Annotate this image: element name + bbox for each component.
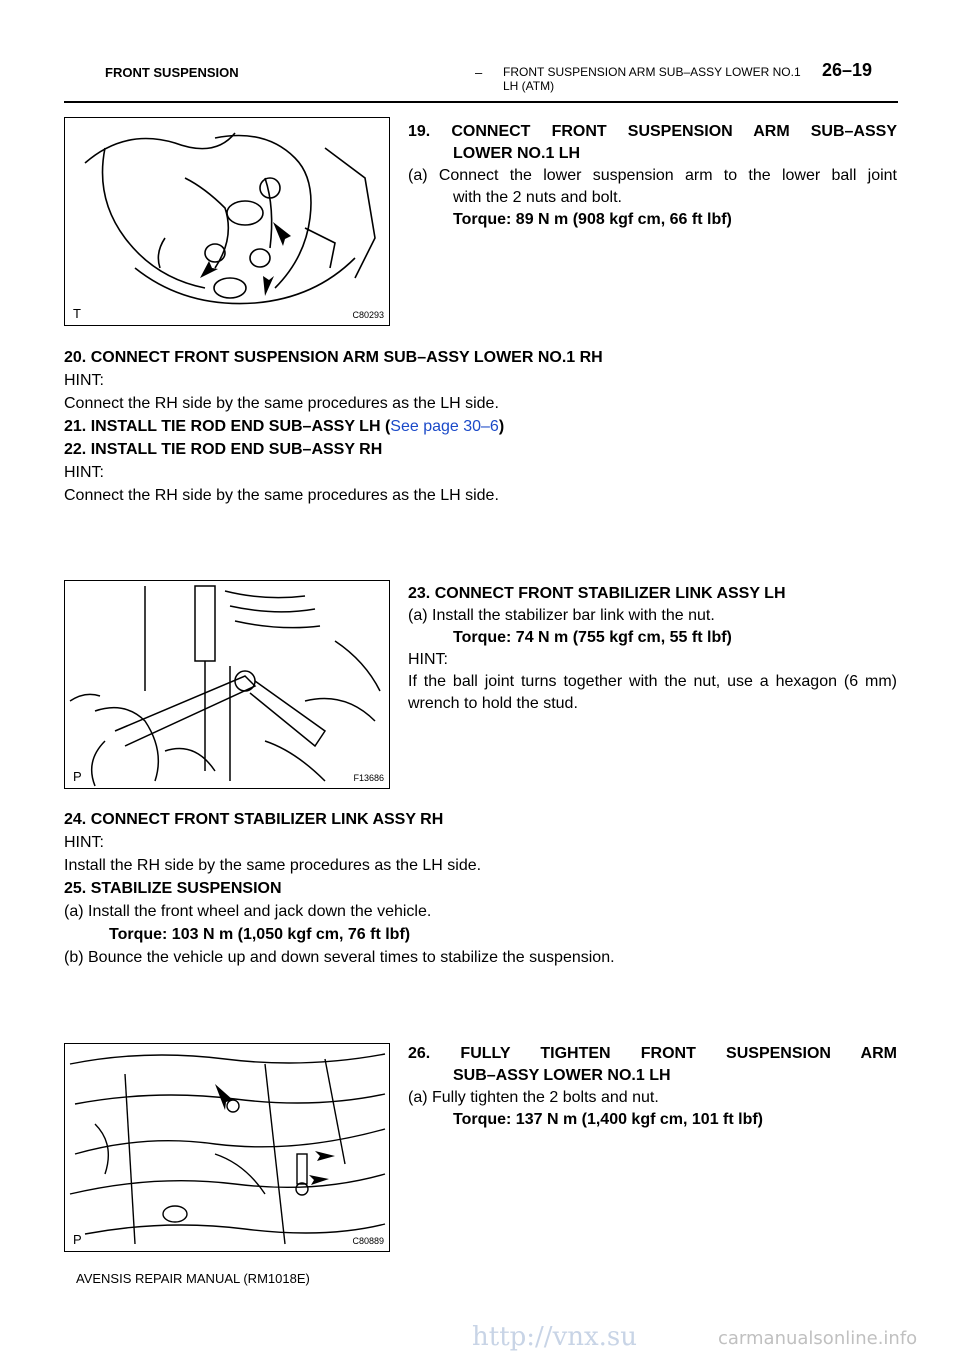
step-19-title-cont: LOWER NO.1 LH: [453, 145, 581, 162]
figure-lower-ball-joint: [64, 117, 390, 326]
step-25a: (a) Install the front wheel and jack down the vehicle.: [64, 903, 432, 920]
watermark-site: carmanualsonline.info: [718, 1328, 918, 1349]
step-20-title: 20. CONNECT FRONT SUSPENSION ARM SUB–ASSY LOWER NO.1 RH: [64, 349, 603, 366]
step-23-hint: HINT:: [408, 651, 448, 668]
step-21-close: ): [498, 418, 505, 435]
step-24-hint: HINT:: [64, 834, 104, 851]
figure-code: C80889: [352, 1236, 384, 1246]
step-22-hint: HINT:: [64, 464, 104, 481]
page-number: 26–19: [822, 60, 873, 80]
section-title: FRONT SUSPENSION: [105, 65, 239, 80]
step-23-title: 23. CONNECT FRONT STABILIZER LINK ASSY LH: [408, 585, 786, 602]
subtitle-line-1: FRONT SUSPENSION ARM SUB–ASSY LOWER NO.1: [503, 65, 801, 79]
step-26a: (a) Fully tighten the 2 bolts and nut.: [408, 1089, 659, 1106]
step-26-title-cont: SUB–ASSY LOWER NO.1 LH: [453, 1067, 671, 1084]
illustration-arm-bolts: [65, 1044, 390, 1252]
illustration-stabilizer-link: [65, 581, 390, 789]
watermark-url: http://vnx.su: [472, 1322, 638, 1352]
step-23a: (a) Install the stabilizer bar link with the nut.: [408, 607, 715, 624]
section-subtitle: [503, 65, 801, 93]
step-19-torque: Torque: 89 N m (908 kgf cm, 66 ft lbf): [453, 211, 732, 228]
header-rule: [64, 101, 898, 103]
figure-view-letter: P: [73, 1232, 82, 1247]
step-23-torque: Torque: 74 N m (755 kgf cm, 55 ft lbf): [453, 629, 732, 646]
step-19a-cont: with the 2 nuts and bolt.: [453, 189, 622, 206]
step-20-text: Connect the RH side by the same procedures as the LH side.: [64, 395, 499, 412]
header-dash: –: [475, 65, 483, 80]
illustration-ball-joint: [65, 118, 390, 326]
step-19-title: 19. CONNECT FRONT SUSPENSION ARM SUB–ASSY: [408, 123, 897, 140]
step-19a: (a) Connect the lower suspension arm to the lower ball joint: [408, 167, 897, 184]
step-24-text: Install the RH side by the same procedures as the LH side.: [64, 857, 482, 874]
step-21-title: 21. INSTALL TIE ROD END SUB–ASSY LH (: [64, 418, 391, 435]
footer-manual-id: AVENSIS REPAIR MANUAL (RM1018E): [76, 1271, 310, 1286]
step-23-hint-text-cont: wrench to hold the stud.: [408, 695, 578, 712]
subtitle-line-2: LH (ATM): [503, 79, 555, 93]
figure-code: F13686: [353, 773, 384, 783]
step-23-hint-text: If the ball joint turns together with the nut, use a hexagon (6 mm): [408, 673, 897, 690]
figure-code: C80293: [352, 310, 384, 320]
see-page-link[interactable]: See page 30–6: [390, 418, 499, 435]
figure-view-letter: T: [73, 306, 81, 321]
step-22-text: Connect the RH side by the same procedures as the LH side.: [64, 487, 499, 504]
figure-view-letter: P: [73, 769, 82, 784]
step-26-torque: Torque: 137 N m (1,400 kgf cm, 101 ft lbf): [453, 1111, 764, 1128]
step-20-hint: HINT:: [64, 372, 104, 389]
figure-stabilizer-link: [64, 580, 390, 789]
step-22-title: 22. INSTALL TIE ROD END SUB–ASSY RH: [64, 441, 383, 458]
figure-arm-bolts: [64, 1043, 390, 1252]
step-25-torque: Torque: 103 N m (1,050 kgf cm, 76 ft lbf): [109, 926, 411, 943]
step-25b: (b) Bounce the vehicle up and down several times to stabilize the suspension.: [64, 949, 615, 966]
step-26-title: 26. FULLY TIGHTEN FRONT SUSPENSION ARM: [408, 1045, 897, 1062]
step-25-title: 25. STABILIZE SUSPENSION: [64, 880, 282, 897]
step-21: [64, 417, 504, 437]
step-24-title: 24. CONNECT FRONT STABILIZER LINK ASSY RH: [64, 811, 444, 828]
